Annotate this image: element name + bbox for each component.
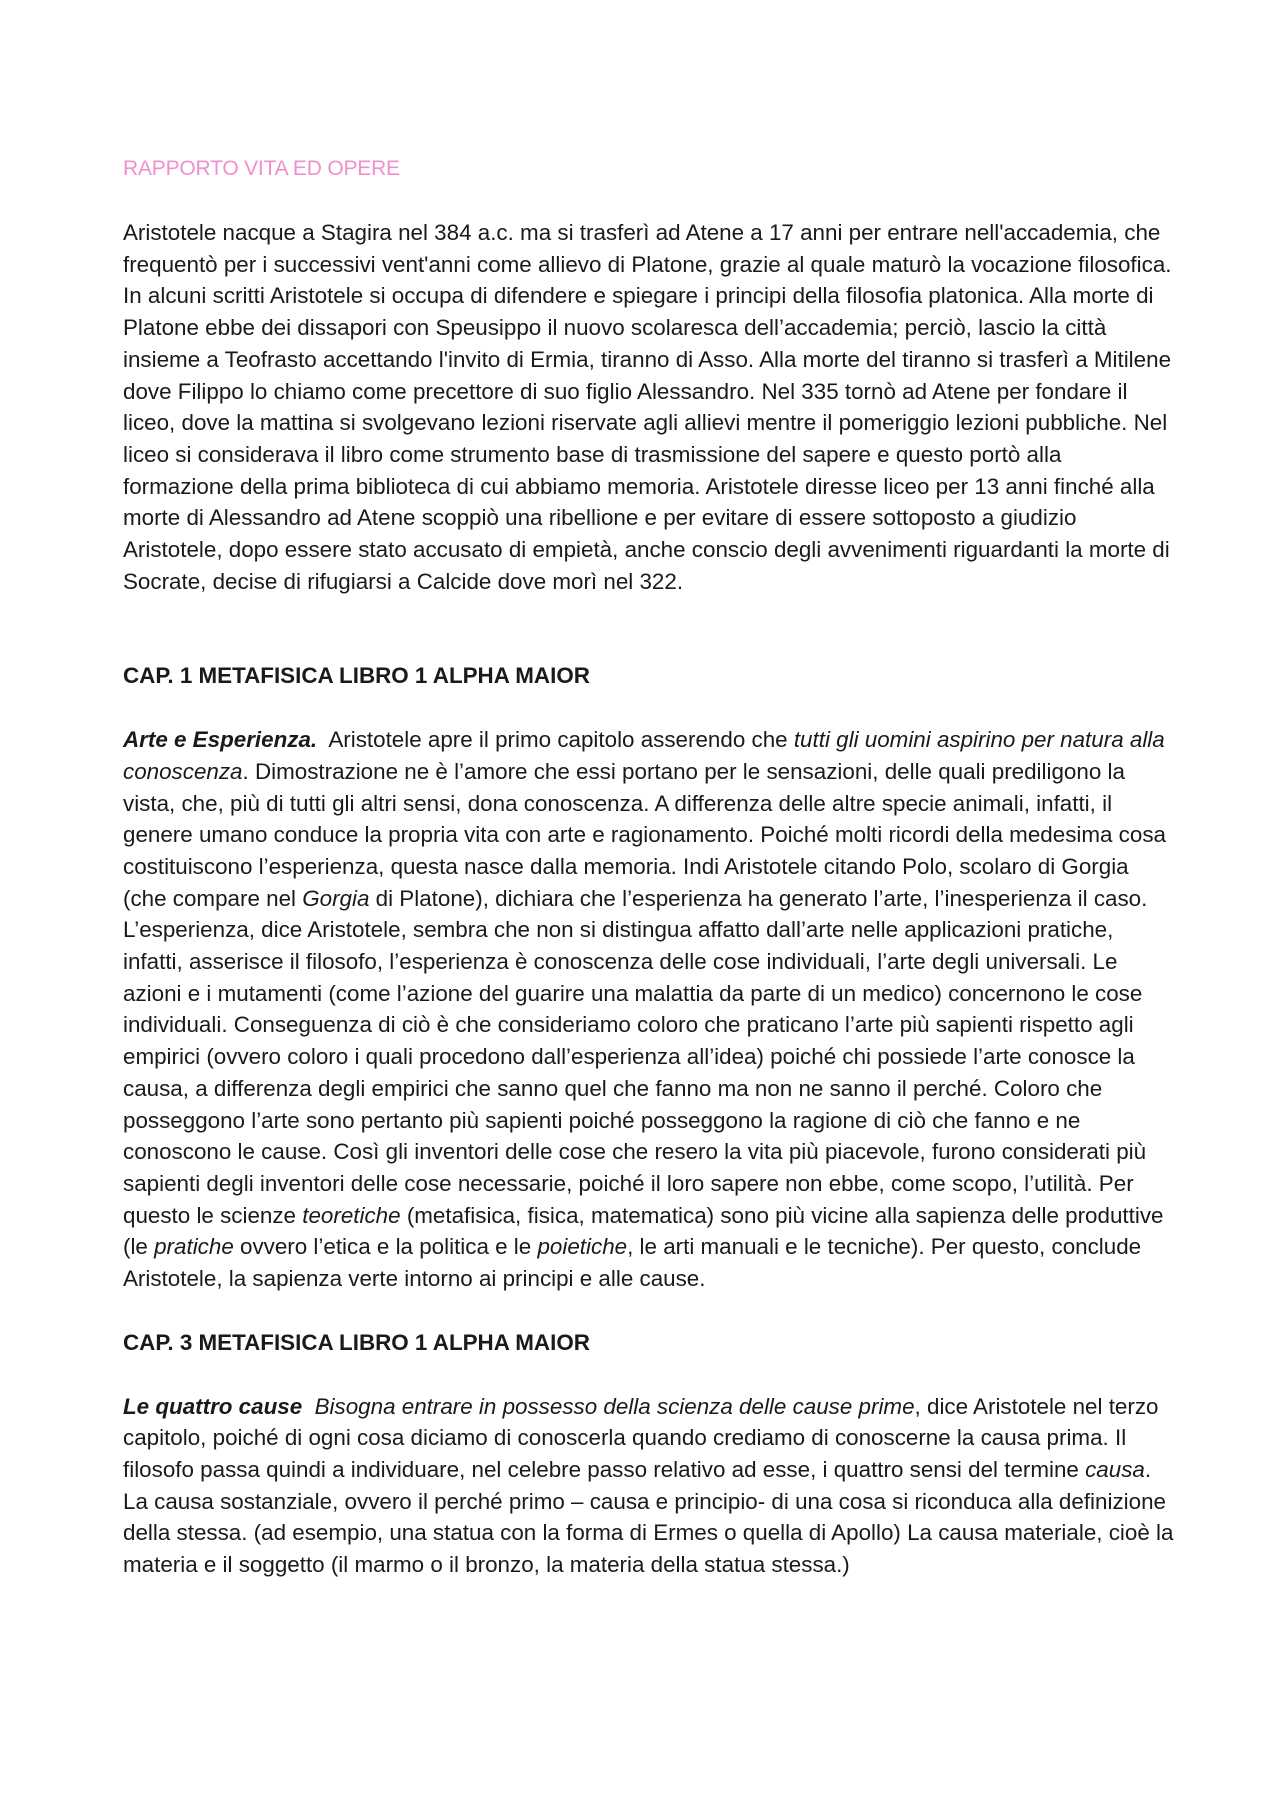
- spacer: [123, 692, 1175, 724]
- text-run: . Dimostrazione ne è l’amore che essi portano per le sensazioni, delle quali prediligono la vista, che, più di tutti gli altri sensi, dona conoscenza. A differenza delle altre specie animali, infatti, il genere umano conduce la propria vita con arte e ragionamento. Poiché molti ricordi della medesima cosa costituiscono l’esperienza, questa nasce dalla memoria. Indi Aristotele citando Polo, scolaro di Gorgia (che compare nel: [123, 758, 1166, 911]
- paragraph-vita-opere: Aristotele nacque a Stagira nel 384 a.c. ma si trasferì ad Atene a 17 anni per entrare nell'accademia, che frequentò per i successivi vent'anni come allievo di Platone, grazie al quale maturò la vocazione filosofica. In alcuni scritti Aristotele si occupa di difendere e spiegare i principi della filosofia platonica. Alla morte di Platone ebbe dei dissapori con Speusippo il nuovo scolaresca dell’accademia; perciò, lascio la città insieme a Teofrasto accettando l'invito di Ermia, tiranno di Asso. Alla morte del tiranno si trasferì a Mitilene dove Filippo lo chiamo come precettore di suo figlio Alessandro. Nel 335 tornò ad Atene per fondare il liceo, dove la mattina si svolgevano lezioni riservate agli allievi mentre il pomeriggio lezioni pubbliche. Nel liceo si considerava il libro come strumento base di trasmissione del sapere e questo portò alla formazione della prima biblioteca di cui abbiamo memoria. Aristotele diresse liceo per 13 anni finché alla morte di Alessandro ad Atene scoppiò una ribellione e per evitare di essere sottoposto a giudizio Aristotele, dopo essere stato accusato di empietà, anche conscio degli avvenimenti riguardanti la morte di Socrate, decise di rifugiarsi a Calcide dove morì nel 322.: [123, 220, 1172, 594]
- paragraph-quattro-cause: [123, 1391, 1175, 1486]
- italic-run: Bisogna entrare in possesso della scienza delle cause prime: [314, 1393, 915, 1419]
- heading-cap-1: CAP. 1 METAFISICA LIBRO 1 ALPHA MAIOR: [123, 663, 590, 689]
- italic-run: causa: [1085, 1456, 1145, 1482]
- italic-run: pratiche: [154, 1234, 234, 1260]
- italic-run: poietiche: [537, 1234, 628, 1260]
- text-run: .: [1144, 1456, 1152, 1482]
- heading-cap-3: CAP. 3 METAFISICA LIBRO 1 ALPHA MAIOR: [123, 1329, 590, 1355]
- italic-run: tutti gli uomini aspirino per natura alla conoscenza: [123, 727, 1165, 784]
- paragraph-causa-sostanziale: La causa sostanziale, ovvero il perché primo – causa e principio- di una cosa si riconduca alla definizione della stessa. (ad esempio, una statua con la forma di Ermes o quella di Apollo) La causa materiale, cioè la materia e il soggetto (il marmo o il bronzo, la materia della statua stessa.): [123, 1488, 1174, 1578]
- text-run: di Platone), dichiara che l’esperienza ha generato l’arte, l’inesperienza il caso. L’esperienza, dice Aristotele, sembra che non si distingua affatto dall’arte nelle applicazioni pratiche, infatti, asserisce il filosofo, l’esperienza è conoscenza delle cose individuali, l’arte degli universali. Le azioni e i mutamenti (come l’azione del guarire una malattia da parte di un medico) concernono le cose individuali. Conseguenza di ciò è che consideriamo coloro che praticano l’arte più sapienti rispetto agli empirici (ovvero coloro i quali procedono dall’esperienza all’idea) poiché chi possiede l’arte conosce la causa, a differenza degli empirici che sanno quel che fanno ma non ne sanno il perché. Coloro che posseggono l’arte sono pertanto più sapienti poiché posseggono la ragione di ciò che fanno e ne conoscono le cause. Così gli inventori delle cose che resero la vita più piacevole, furono considerati più sapienti degli inventori delle cose necessarie, poiché il loro sapere non ebbe, come scopo, l’utilità. Per questo le scienze: [123, 885, 1148, 1228]
- text-run: (metafisica, fisica, matematica) sono più vicine alla sapienza delle produttive (le: [123, 1202, 1164, 1260]
- document-page: [123, 153, 1175, 1581]
- text-run: , dice Aristotele nel terzo capitolo, poiché di ogni cosa diciamo di conoscerla quando crediamo di conoscerne la causa prima. Il filosofo passa quindi a individuare, nel celebre passo relativo ad esse, i quattro sensi del termine: [123, 1393, 1159, 1482]
- section-title-vita-opere: RAPPORTO VITA ED OPERE: [123, 157, 400, 180]
- italic-run: teoretiche: [302, 1202, 401, 1228]
- spacer: [123, 1359, 1175, 1391]
- spacer: [123, 597, 1175, 660]
- italic-run: Gorgia: [302, 885, 370, 911]
- text-run: , le arti manuali e le tecniche). Per questo, conclude Aristotele, la sapienza verte intorno ai principi e alle cause.: [123, 1234, 1142, 1292]
- lead-arte-esperienza: Arte e Esperienza.: [123, 727, 318, 753]
- paragraph-arte-esperienza: [123, 724, 1175, 1295]
- text-run: ovvero l’etica e la politica e le: [233, 1234, 538, 1260]
- lead-quattro-cause: Le quattro cause: [123, 1393, 303, 1419]
- spacer: [123, 185, 1175, 217]
- text-run: [302, 1394, 314, 1419]
- spacer: [123, 1295, 1175, 1327]
- text-run: Aristotele apre il primo capitolo asserendo che: [317, 727, 794, 753]
